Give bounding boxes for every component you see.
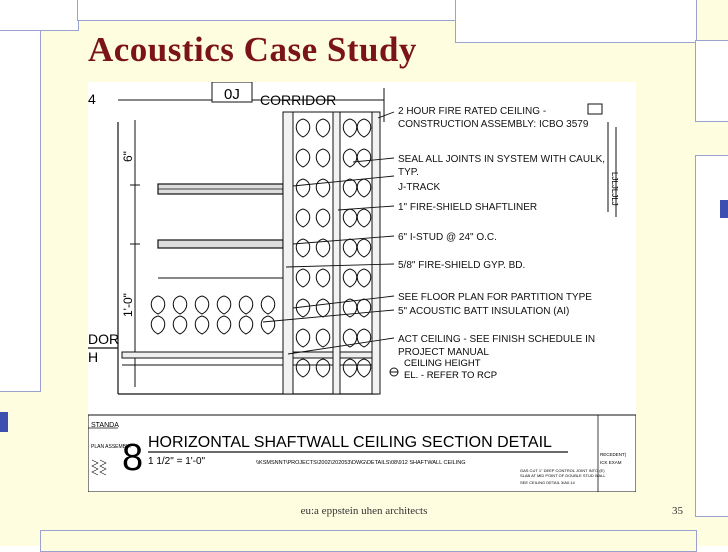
drawing-canvas: [88, 82, 636, 492]
decor-box-left: [0, 30, 41, 392]
decor-box-right: [695, 40, 728, 122]
decor-blue-block-left: [0, 412, 8, 432]
edge-label-h: H: [88, 349, 99, 365]
ceiling-insulation: [151, 296, 275, 334]
edge-label-door: DOR: [88, 331, 120, 347]
note-12: PROJECT MANUAL: [398, 347, 489, 358]
title-block-plan: PLAN ASSEMBLY: [91, 444, 132, 450]
wall-insulation-left: [296, 119, 330, 377]
slide-title: Acoustics Case Study: [88, 30, 417, 69]
side-note-3: SEE CEILING DETAIL 3/A0.14: [520, 480, 575, 485]
detail-title: HORIZONTAL SHAFTWALL CEILING SECTION DETAIL: [148, 434, 552, 451]
note-2: CONSTRUCTION ASSEMBLY: ICBO 3579: [398, 119, 589, 130]
page-number: 35: [672, 505, 683, 517]
gyp-board-right: [372, 112, 380, 394]
ceiling-height-label: CEILING HEIGHT: [404, 358, 481, 369]
right-small-box: [588, 104, 602, 114]
note-4: TYP.: [398, 167, 419, 178]
shaftliner: [333, 112, 340, 394]
right-label-2: ICK EXAM: [600, 460, 622, 465]
elevation-label: EL. - REFER TO RCP: [404, 370, 498, 381]
wall-insulation-right: [343, 119, 371, 377]
detail-scale: 1 1/2" = 1'-0": [148, 456, 206, 467]
right-label-1: RECEDENT): [600, 452, 627, 457]
note-10: 5" ACOUSTIC BATT INSULATION (AI): [398, 306, 570, 317]
note-5: J-TRACK: [398, 182, 441, 193]
note-7: 6" I-STUD @ 24" O.C.: [398, 232, 497, 243]
decor-box-top-mid: [77, 0, 459, 21]
mid-track: [158, 240, 283, 248]
decor-box-top-left: [0, 0, 79, 31]
grid-tag: 0J: [224, 86, 240, 103]
section-detail-drawing: [88, 82, 636, 492]
dim-top: 6": [121, 151, 135, 162]
note-8: 5/8" FIRE-SHIELD GYP. BD.: [398, 260, 526, 271]
edge-label-top: 4: [88, 91, 96, 107]
right-vertical-text: LJLJLJLJ: [610, 172, 619, 206]
note-6: 1" FIRE-SHIELD SHAFTLINER: [398, 202, 538, 213]
gyp-board-left: [283, 112, 293, 394]
decor-blue-block-right: [720, 200, 728, 218]
title-block-standard: STANDA: [91, 422, 119, 429]
note-1: 2 HOUR FIRE RATED CEILING -: [398, 106, 547, 117]
note-11: ACT CEILING - SEE FINISH SCHEDULE IN: [398, 334, 596, 345]
room-label: CORRIDOR: [260, 92, 337, 108]
note-9: SEE FLOOR PLAN FOR PARTITION TYPE: [398, 292, 592, 303]
file-path: \\KSMSNNT\PROJECTS\2002\202053\DWG\DETAILS\08\912 SHAFTWALL CEILING: [256, 460, 466, 466]
notes-group: [398, 106, 605, 358]
decor-box-top-right: [455, 0, 697, 43]
dim-bottom: 1'-0": [121, 293, 135, 317]
detail-number: 8: [122, 437, 144, 479]
side-note-1: GAS CUT 1" DEEP CONTROL JOINT INTO (E): [520, 468, 605, 473]
side-note-2: SLAB AT MID POINT OF DOUBLE STUD WALL: [520, 473, 606, 478]
decor-box-bottom: [40, 530, 697, 552]
note-3: SEAL ALL JOINTS IN SYSTEM WITH CAULK,: [398, 154, 606, 165]
footer-firm: eu:a eppstein uhen architects: [300, 505, 428, 517]
